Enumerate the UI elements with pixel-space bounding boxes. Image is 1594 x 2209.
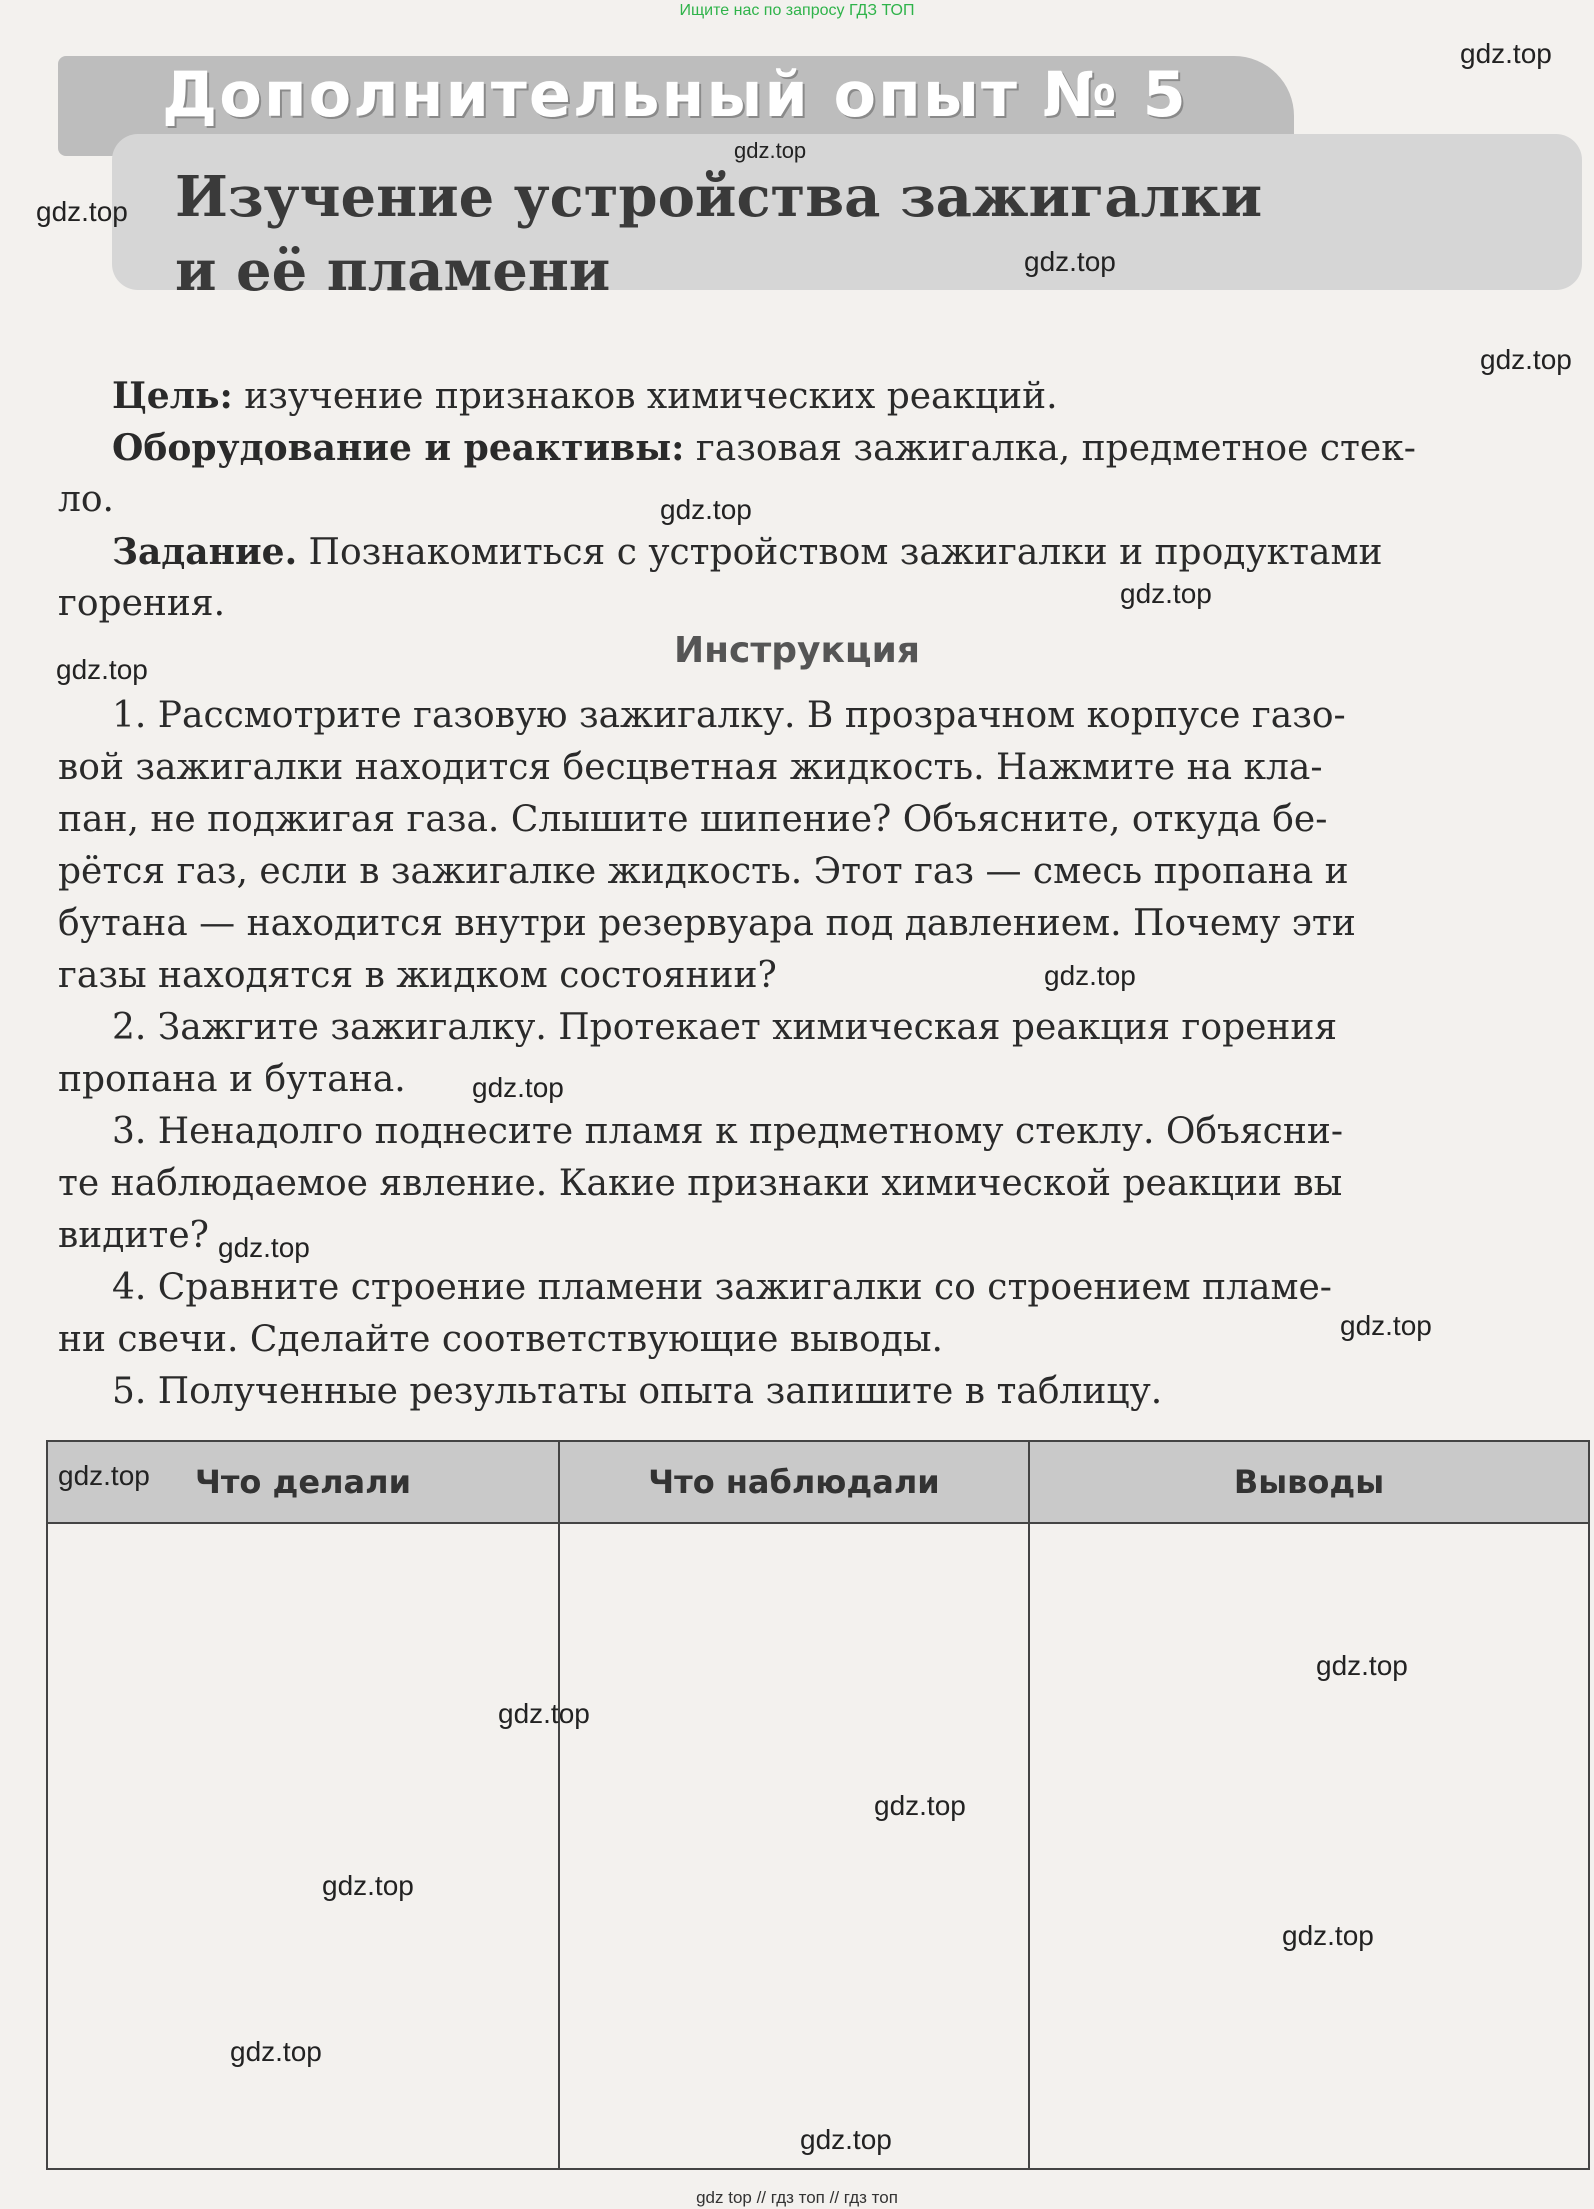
experiment-title: Дополнительный опыт № 5 bbox=[162, 58, 1188, 131]
task-label: Задание. bbox=[112, 531, 298, 573]
watermark: gdz.top bbox=[1340, 1310, 1432, 1341]
watermark: gdz.top bbox=[1460, 38, 1552, 69]
task-text: Познакомиться с устройством зажигалки и продуктами bbox=[297, 532, 1383, 573]
column-header-conclusions: Выводы bbox=[1029, 1441, 1589, 1523]
step-line: те наблюдаемое явление. Какие признаки химической реакции вы bbox=[58, 1163, 1343, 1204]
experiment-subtitle bbox=[175, 160, 1262, 308]
step-line: 4. Сравните строение пламени зажигалки со строением пламе- bbox=[112, 1267, 1332, 1308]
watermark: gdz.top bbox=[1120, 578, 1212, 609]
watermark: gdz.top bbox=[800, 2124, 892, 2155]
watermark: gdz.top bbox=[230, 2036, 322, 2067]
watermark: gdz.top bbox=[1480, 344, 1572, 375]
column-header-did: Что делали bbox=[47, 1441, 559, 1523]
equipment-paragraph bbox=[112, 422, 1584, 475]
step-line: пропана и бутана. bbox=[58, 1059, 406, 1100]
watermark: gdz.top bbox=[874, 1790, 966, 1821]
step-line: пан, не поджигая газа. Слышите шипение? Объясните, откуда бе- bbox=[58, 799, 1328, 840]
watermark: gdz.top bbox=[1316, 1650, 1408, 1681]
task-paragraph bbox=[112, 526, 1584, 579]
watermark: gdz.top bbox=[218, 1232, 310, 1263]
instruction-heading: Инструкция bbox=[674, 630, 920, 671]
table-header-row bbox=[47, 1441, 1589, 1523]
goal-paragraph bbox=[112, 370, 1584, 423]
step-line: 2. Зажгите зажигалку. Протекает химическая реакция горения bbox=[112, 1007, 1338, 1048]
goal-label: Цель: bbox=[112, 375, 233, 417]
watermark: gdz.top bbox=[1024, 246, 1116, 277]
subtitle-line-2: и её пламени bbox=[175, 238, 611, 304]
watermark: gdz.top bbox=[1044, 960, 1136, 991]
step-line: рётся газ, если в зажигалке жидкость. Этот газ — смесь пропана и bbox=[58, 851, 1349, 892]
step-line: газы находятся в жидком состоянии? bbox=[58, 955, 777, 996]
step-line: ни свечи. Сделайте соответствующие выводы. bbox=[58, 1319, 943, 1360]
column-header-observed: Что наблюдали bbox=[559, 1441, 1029, 1523]
watermark: gdz.top bbox=[58, 1460, 150, 1491]
watermark: gdz.top bbox=[1282, 1920, 1374, 1951]
watermark: gdz.top bbox=[56, 654, 148, 685]
step-line: 1. Рассмотрите газовую зажигалку. В прозрачном корпусе газо- bbox=[112, 695, 1346, 736]
task-continuation: горения. bbox=[58, 583, 226, 624]
table-cell-did[interactable] bbox=[47, 1523, 559, 2169]
step-line: вой зажигалки находится бесцветная жидкость. Нажмите на кла- bbox=[58, 747, 1323, 788]
step-line: 3. Ненадолго поднесите пламя к предметному стеклу. Объясни- bbox=[112, 1111, 1343, 1152]
equipment-text: газовая зажигалка, предметное стек- bbox=[684, 428, 1416, 469]
equipment-continuation: ло. bbox=[58, 479, 114, 520]
equipment-label: Оборудование и реактивы: bbox=[112, 427, 685, 469]
table-row bbox=[47, 1523, 1589, 2169]
watermark: gdz.top bbox=[660, 494, 752, 525]
table-cell-observed[interactable] bbox=[559, 1523, 1029, 2169]
watermark: gdz.top bbox=[734, 138, 807, 163]
bottom-links[interactable]: gdz top // гдз топ // гдз топ bbox=[696, 2188, 898, 2207]
top-banner[interactable]: Ищите нас по запросу ГДЗ ТОП bbox=[679, 2, 915, 19]
goal-text: изучение признаков химических реакций. bbox=[232, 376, 1058, 417]
watermark: gdz.top bbox=[498, 1698, 590, 1729]
step-line: бутана — находится внутри резервуара под давлением. Почему эти bbox=[58, 903, 1356, 944]
watermark: gdz.top bbox=[322, 1870, 414, 1901]
subtitle-line-1: Изучение устройства зажигалки bbox=[175, 164, 1263, 230]
watermark: gdz.top bbox=[472, 1072, 564, 1103]
table-cell-conclusions[interactable] bbox=[1029, 1523, 1589, 2169]
step-line: видите? bbox=[58, 1215, 209, 1256]
step-line: 5. Полученные результаты опыта запишите в таблицу. bbox=[112, 1371, 1163, 1412]
watermark: gdz.top bbox=[36, 196, 128, 227]
